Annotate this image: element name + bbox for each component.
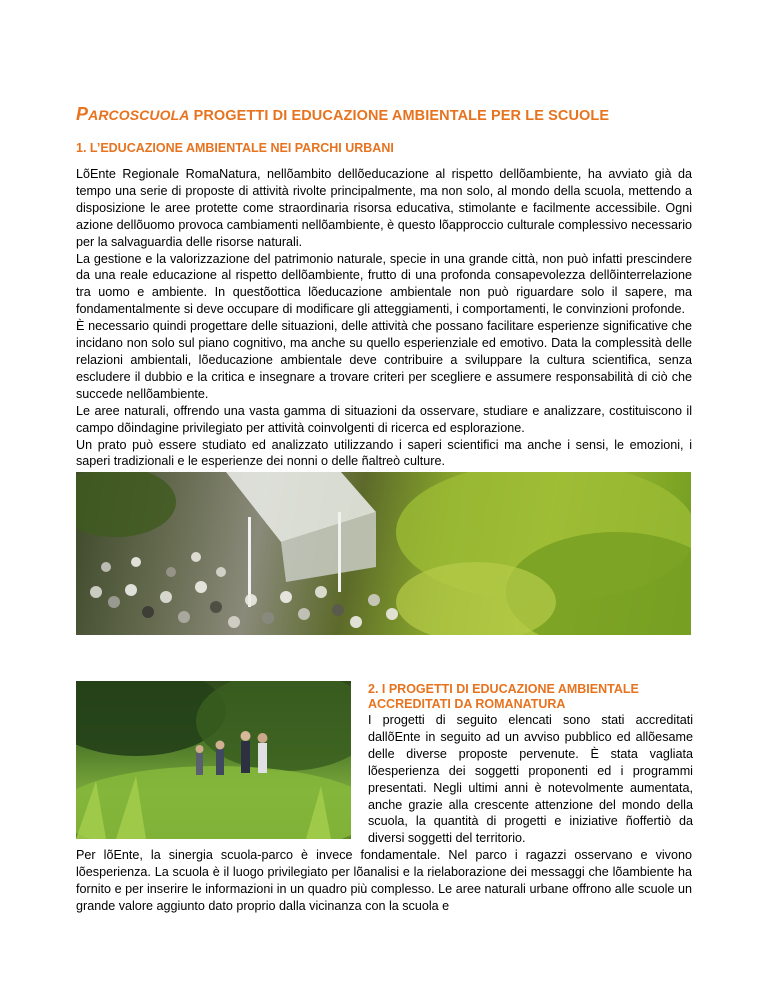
paragraph: I progetti di seguito elencati sono stati accreditati dallõEnte in seguito ad un avviso pubblico ed allõesame delle diverse proposte pervenute. È stata vagliata lõesperienza dei soggetti proponenti ed i programmi presentati. Negli ultimi anni è notevolmente aumentata, anche grazie alla crescente attenzione del mondo della scuola, la quantità di progetti e iniziative ñoffertiò da diversi soggetti del territorio. xyxy=(368,713,693,846)
brand-initial: P xyxy=(76,104,89,124)
title-text: PROGETTI DI EDUCAZIONE AMBIENTALE PER LE SCUOLE xyxy=(189,108,610,124)
paragraph: È necessario quindi progettare delle situazioni, delle attività che possano facilitare esperienze significative che incidano non solo sul piano cognitivo, ma anche su quello esperienziale ed emotivo. Data la complessità delle relazioni ambientali, lõeducazione ambientale deve contribuire a sviluppare la cultura scientifica, senza escludere il dubbio e la critica e insegnare a trovare criteri per scegliere e assumere responsabilità di ciò che succede nellõambiente. xyxy=(76,319,692,401)
hiking-photo xyxy=(76,681,351,839)
paragraph: La gestione e la valorizzazione del patrimonio naturale, specie in una grande città, non può infatti prescindere da una reale educazione al rispetto dellõambiente, frutto di una profonda consapevolezza dellõinterrelazione tra uomo e ambiente. In questõottica lõeducazione ambientale non può riguardare solo il sapere, ma fondamentalmente si deve occupare di modificare gli atteggiamenti, i comportamenti, le convinzioni profonde. xyxy=(76,251,692,317)
crowd-photo xyxy=(76,472,691,635)
closing-body xyxy=(76,847,692,915)
paragraph: Per lõEnte, la sinergia scuola-parco è invece fondamentale. Nel parco i ragazzi osservano e vivono lõesperienza. La scuola è il luogo privilegiato per lõanalisi e la rielaborazione dei messaggi che lõambiente ha fornito e per inserire le informazioni in un quadro più complesso. Le aree naturali urbane offrono alle scuole un grande valore aggiunto dato proprio dalla vicinanza con la scuola e xyxy=(76,848,692,913)
brand-rest: ARCOSCUOLA xyxy=(88,107,190,123)
section1-heading: 1. L’EDUCAZIONE AMBIENTALE NEI PARCHI URBANI xyxy=(76,141,394,155)
section2-heading: 2. I PROGETTI DI EDUCAZIONE AMBIENTALE ACCREDITATI DA ROMANATURA xyxy=(368,682,639,711)
page-title xyxy=(76,104,696,125)
brand-name xyxy=(76,104,189,124)
section2-body xyxy=(368,712,693,847)
paragraph: Un prato può essere studiato ed analizzato utilizzando i saperi scientifici ma anche i sensi, le emozioni, i saperi tradizionali e le esperienze dei nonni o delle ñaltreò culture. xyxy=(76,437,692,469)
paragraph: LõEnte Regionale RomaNatura, nellõambito dellõeducazione al rispetto dellõambiente, ha avviato già da tempo una serie di proposte di attività rivolte principalmente, ma non solo, al mondo della scuola, mettendo a disposizione le aree protette come straordinaria risorsa educativa, stimolante e facilmente accessibile. Ogni azione dellõuomo provoca cambiamenti nellõambiente, è questo lõapproccio culturale complessivo necessario per la salvaguardia delle risorse naturali. xyxy=(76,167,692,249)
section1-body xyxy=(76,166,692,470)
paragraph: Le aree naturali, offrendo una vasta gamma di situazioni da osservare, studiare e analizzare, costituiscono il campo dõindagine privilegiato per attività coinvolgenti di ricerca ed esplorazione. xyxy=(76,403,692,435)
